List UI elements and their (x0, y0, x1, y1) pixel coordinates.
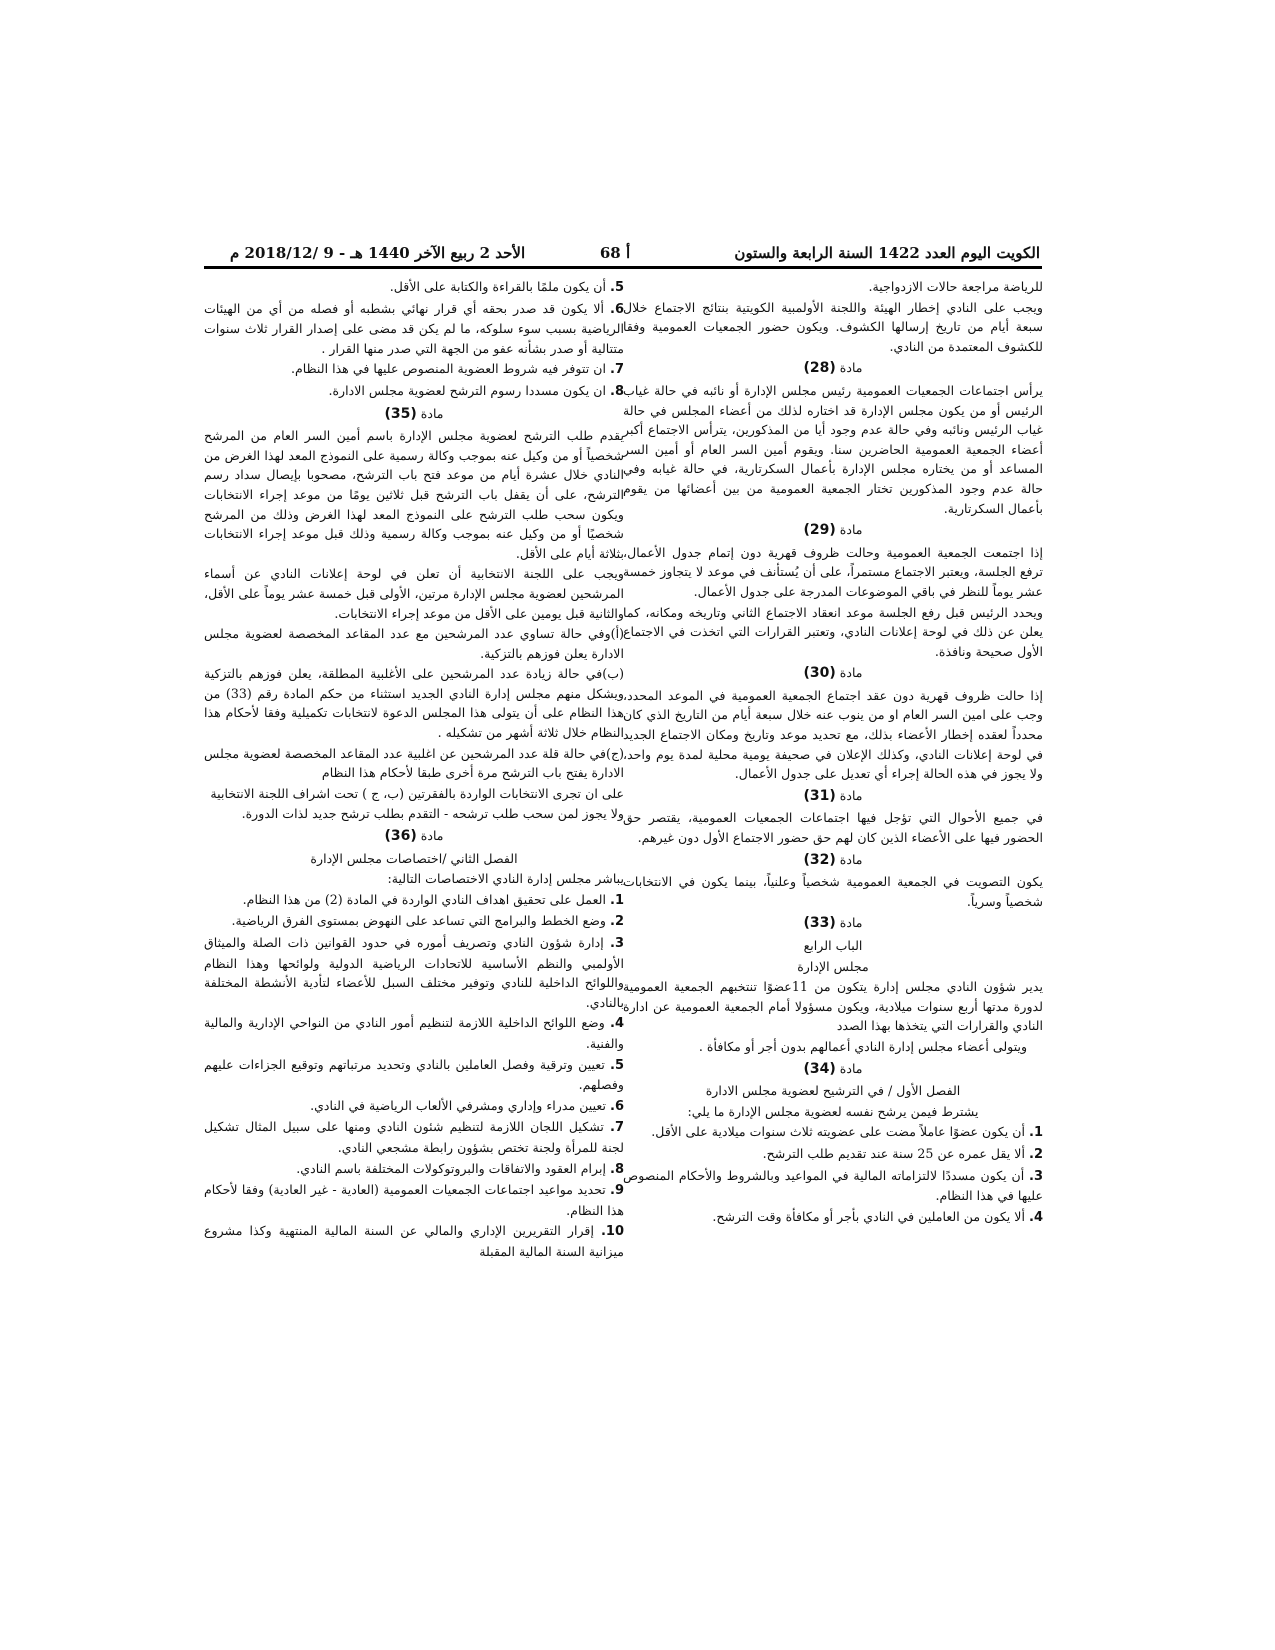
paragraph: يدير شؤون النادي مجلس إدارة يتكون من 11عضوًا تنتخبهم الجمعية العمومية لدورة مدتها أربع سنوات ميلادية، ويكون مسؤولا أمام الجمعية العمومية عن ادارة النادي والقرارات التي يتخذها بهذا الصدد (623, 979, 1043, 1034)
header-page-number: أ 68 (599, 244, 631, 262)
numbered-clause (623, 1122, 1043, 1143)
paragraph: ولا يجوز لمن سحب طلب ترشحه - التقدم بطلب ترشح جديد لذات الدورة. (241, 806, 624, 822)
clause-number: 1. (610, 892, 624, 908)
centered-heading: مجلس الإدارة (797, 958, 869, 974)
clause-text: تحديد مواعيد اجتماعات الجمعيات العمومية (العادية - غير العادية) وفقا لأحكام هذا النظام. (204, 1182, 624, 1218)
clause-text: ألا يكون من العاملين في النادي بأجر أو مكافأة وقت الترشح. (712, 1208, 1029, 1224)
article-heading (623, 913, 1043, 934)
clause-text: العمل على تحقيق اهداف النادي الواردة في المادة (2) من هذا النظام. (242, 891, 610, 907)
article-label: مادة (420, 828, 444, 844)
numbered-clause (204, 933, 624, 1012)
numbered-clause (204, 1096, 624, 1117)
clause-text: تشكيل اللجان اللازمة لتنظيم شئون النادي ومنها على سبيل المثال تشكيل لجنة للمرأة ولجنة تختص بشؤون رابطة مشجعي النادي. (204, 1119, 624, 1155)
clause-text: وضع الخطط والبرامج التي تساعد على النهوض بمستوى الفرق الرياضية. (231, 913, 610, 929)
article-number: (35) (384, 405, 417, 422)
paragraph: إذا اجتمعت الجمعية العمومية وحالت ظروف قهرية دون إتمام جدول الأعمال، ترفع الجلسة، ويعتبر الاجتماع مستمراً، على أن يُستأنف في موعد لا يتجاوز خمسة عشر يوماً للنظر في باقي الموضوعات المدرجة على جدول الأعمال. (623, 544, 1043, 599)
article-number: (28) (803, 360, 836, 377)
paragraph: (ب)في حالة زيادة عدد المرشحين على الأغلبية المطلقة، يعلن فوزهم بالتزكية ويشكل منهم مجلس إدارة النادي الجديد استثناء من حكم المادة رقم (33) من هذا النظام على أن يتولى هذا المجلس الدعوة لانتخابات تكميلية وفقا لأحكام هذا النظام خلال ثلاثة أشهر من تشكيله . (204, 666, 624, 741)
paragraph: على ان تجرى الانتخابات الواردة بالفقرتين (ب، ج ) تحت اشراف اللجنة الانتخابية (210, 785, 624, 801)
article-label: مادة (839, 360, 863, 376)
numbered-clause (204, 911, 624, 932)
article-number: (31) (803, 787, 836, 804)
article-heading (623, 520, 1043, 541)
article-heading (204, 404, 624, 425)
paragraph: يكون التصويت في الجمعية العمومية شخصياً وعلنياً، بينما يكون في الانتخابات شخصياً وسرياً. (623, 874, 1043, 909)
paragraph: ويجب على النادي إخطار الهيئة واللجنة الأولمبية الكويتية بنتائج الاجتماع خلال سبعة أيام من تاريخ إرسالها الكشوف. ويكون حضور الجمعيات العمومية وفقا للكشوف المعتمدة من النادي. (623, 299, 1043, 354)
clause-text: أن يكون ملمًا بالقراءة والكتابة على الأقل. (389, 279, 610, 294)
header-gazette-issue: الكويت اليوم العدد 1422 السنة الرابعة والستون (734, 244, 1040, 262)
paragraph: إذا حالت ظروف قهرية دون عقد اجتماع الجمعية العمومية في الموعد المحدد، وجب على امين السر العام او من ينوب عنه خلال سبعة أيام من التاريخ الذي كان محدداً لعقده إخطار الأعضاء بذلك، مع تحديد موعد وتاريخ ومكان الاجتماع الجديد في لوحة إعلانات النادي، وكذلك الإعلان في صحيفة يومية محلية لمدة يوم واحد، ولا يجوز في هذه الحالة إجراء أي تعديل على جدول الأعمال. (623, 687, 1043, 782)
article-number: (34) (803, 1060, 836, 1077)
article-label: مادة (839, 915, 863, 931)
article-label: مادة (839, 787, 863, 803)
page-header (230, 241, 1040, 265)
clause-text: ألا يقل عمره عن 25 سنة عند تقديم طلب الترشح. (762, 1145, 1029, 1161)
numbered-clause (204, 1221, 624, 1261)
clause-text: وضع اللوائح الداخلية اللازمة لتنظيم أمور النادي من النواحي الإدارية والمالية والفنية. (204, 1015, 624, 1051)
numbered-clause (204, 1180, 624, 1220)
numbered-clause (204, 381, 624, 402)
numbered-clause (204, 1117, 624, 1157)
paragraph: ويجب على اللجنة الانتخابية أن تعلن في لوحة إعلانات النادي عن أسماء المرشحين لعضوية مجلس الإدارة مرتين، الأولى قبل خمسة عشر يوماً على الأقل، والثانية قبل يومين على الأقل من موعد إجراء الانتخابات. (204, 566, 624, 621)
clause-number: 4. (610, 1016, 624, 1032)
clause-text: ان تتوفر فيه شروط العضوية المنصوص عليها في هذا النظام. (290, 361, 610, 377)
clause-text: أن يكون عضوًا عاملاً مضت على عضويته ثلاث سنوات ميلادية على الأقل. (651, 1124, 1029, 1140)
clause-text: أن يكون مسددًا لالتزاماته المالية في المواعيد وبالشروط والأحكام المنصوص عليها في هذا النظام. (623, 1167, 1043, 1204)
article-number: (33) (803, 915, 836, 932)
article-heading (623, 358, 1043, 379)
numbered-clause (204, 1159, 624, 1180)
clause-number: 4. (1029, 1209, 1043, 1225)
article-number: (32) (803, 851, 836, 868)
article-heading (623, 1059, 1043, 1080)
header-date: الأحد 2 ربيع الآخر 1440 هـ - 9 /2018/12 م (230, 244, 526, 262)
paragraph: ويحدد الرئيس قبل رفع الجلسة موعد انعقاد الاجتماع الثاني وتاريخه ومكانه، كما يعلن عن ذلك في لوحة إعلانات النادي، وتعتبر القرارات التي اتخذت في الاجتماع الأول صحيحة ونافذة. (623, 604, 1043, 659)
article-number: (36) (384, 828, 417, 845)
article-heading (623, 850, 1043, 871)
clause-number: 3. (1029, 1168, 1043, 1184)
numbered-clause (204, 1055, 624, 1095)
article-heading (623, 663, 1043, 684)
clause-number: 2. (610, 914, 624, 930)
paragraph: يرأس اجتماعات الجمعيات العمومية رئيس مجلس الإدارة أو نائبه في حالة غياب الرئيس أو من يكون مجلس الإدارة قد اختاره لذلك من أعضاء المجلس في حالة غياب الرئيس ونائبه وفي حالة عدم وجود أيا من المذكورين، يترأس الاجتماع أكبر أعضاء الجمعية العمومية الحاضرين سنا. ويقوم أمين السر العام أو أمين السر المساعد أو من يختاره مجلس الإدارة بأعمال السكرتارية، في حالة غيابه وفي حالة عدم وجود المذكورين تختار الجمعية العمومية من بين أعضائها من يقوم بأعمال السكرتارية. (623, 382, 1043, 516)
clause-number: 5. (610, 280, 624, 295)
clause-text: تعيين مدراء وإداري ومشرفي الألعاب الرياضية في النادي. (310, 1097, 610, 1113)
article-label: مادة (839, 522, 863, 538)
clause-number: 1. (1029, 1125, 1043, 1141)
clause-number: 8. (610, 383, 624, 399)
clause-text: إقرار التقريرين الإداري والمالي عن السنة المالية المنتهية وكذا مشروع ميزانية السنة المالية المقبلة (204, 1223, 624, 1259)
article-number: (29) (803, 522, 836, 539)
paragraph: (أ)وفي حالة تساوي عدد المرشحين مع عدد المقاعد المخصصة لعضوية مجلس الادارة يعلن فوزهم بالتزكية. (204, 626, 624, 661)
centered-heading: الباب الرابع (803, 938, 863, 953)
clause-text: إدارة شؤون النادي وتصريف أموره في حدود القوانين ذات الصلة والميثاق الأولمبي والنظم الأساسية للاتحادات الرياضية الدولية ولوائحها وهذا النظام واللوائح الداخلية للنادي وتوفير مختلف السبل للأعضاء لتأدية الأنشطة المختلفة بالنادي. (204, 935, 624, 1010)
centered-heading: يشترط فيمن يرشح نفسه لعضوية مجلس الإدارة ما يلي: (687, 1103, 979, 1119)
centered-heading: الفصل الثاني /اختصاصات مجلس الإدارة (310, 850, 518, 866)
clause-number: 10. (600, 1224, 624, 1240)
paragraph: (ج)في حالة قلة عدد المرشحين عن اغلبية عدد المقاعد المخصصة لعضوية مجلس الادارة يفتح باب الترشح مرة أخرى طبقا لأحكام هذا النظام (204, 745, 624, 781)
article-number: (30) (803, 665, 836, 682)
numbered-clause (623, 1207, 1043, 1228)
numbered-clause (204, 359, 624, 380)
numbered-clause (204, 890, 624, 911)
paragraph: يقدم طلب الترشح لعضوية مجلس الإدارة باسم أمين السر العام من المرشح شخصياً أو من وكيل عنه بموجب وكالة رسمية على النموذج المعد لهذا الغرض من النادي خلال عشرة أيام من موعد فتح باب الترشح، مصحوبا بإيصال سداد رسم الترشح، على أن يقفل باب الترشح قبل ثلاثين يومًا من موعد إجراء الانتخابات ويكون سحب طلب الترشح على النموذج المعد لهذا الغرض وذلك من المرشح شخصيًا أو من وكيل عنه بموجب وكالة رسمية وذلك قبل موعد إجراء الانتخابات بثلاثة أيام على الأقل. (204, 428, 624, 561)
clause-text: ألا يكون قد صدر بحقه أي قرار نهائي بشطبه أو فصله من أي من الهيئات الرياضية بسبب سوء سلوكه، ما لم يكن قد مضى على إصدار القرار ثلاث سنوات متتالية أو صدر بشأنه عفو من الجهة التي صدر منها القرار . (204, 300, 624, 356)
clause-number: 2. (1029, 1146, 1043, 1162)
article-label: مادة (839, 851, 863, 867)
clause-text: إبرام العقود والاتفاقات والبروتوكولات المختلفة باسم النادي. (296, 1160, 610, 1176)
clause-number: 8. (610, 1161, 624, 1177)
numbered-clause (623, 1166, 1043, 1206)
article-heading (623, 786, 1043, 807)
clause-number: 6. (610, 1098, 624, 1114)
article-label: مادة (420, 405, 444, 421)
clause-number: 3. (610, 936, 624, 951)
clause-text: تعيين وترقية وفصل العاملين بالنادي وتحديد مرتباتهم وتوقيع الجزاءات عليهم وفصلهم. (204, 1056, 624, 1093)
numbered-clause (204, 1013, 624, 1053)
numbered-clause (204, 299, 624, 359)
article-label: مادة (839, 1060, 863, 1076)
header-rule (204, 266, 1042, 269)
paragraph: في جميع الأحوال التي تؤجل فيها اجتماعات الجمعيات العمومية، يقتصر حق الحضور فيها على الأعضاء الذين كان لهم حق حضور الاجتماع الأول دون غيرهم. (623, 810, 1043, 846)
numbered-clause (623, 1144, 1043, 1165)
article-heading (204, 826, 624, 847)
centered-heading: ويتولى أعضاء مجلس إدارة النادي أعمالهم بدون أجر أو مكافأة . (698, 1038, 1028, 1054)
paragraph: يباشر مجلس إدارة النادي الاختصاصات التالية: (387, 871, 624, 887)
centered-heading: الفصل الأول / في الترشيح لعضوية مجلس الادارة (705, 1083, 961, 1099)
right-text-column (623, 277, 1043, 1228)
clause-number: 7. (610, 1120, 624, 1136)
clause-text: ان يكون مسددا رسوم الترشح لعضوية مجلس الادارة. (328, 382, 610, 398)
clause-number: 9. (610, 1183, 624, 1199)
paragraph: للرياضة مراجعة حالات الازدواجية. (868, 279, 1043, 294)
clause-number: 7. (610, 362, 624, 378)
clause-number: 6. (610, 301, 624, 317)
clause-number: 5. (610, 1057, 624, 1073)
article-label: مادة (839, 665, 863, 681)
numbered-clause (204, 277, 624, 298)
left-text-column (204, 277, 624, 1263)
